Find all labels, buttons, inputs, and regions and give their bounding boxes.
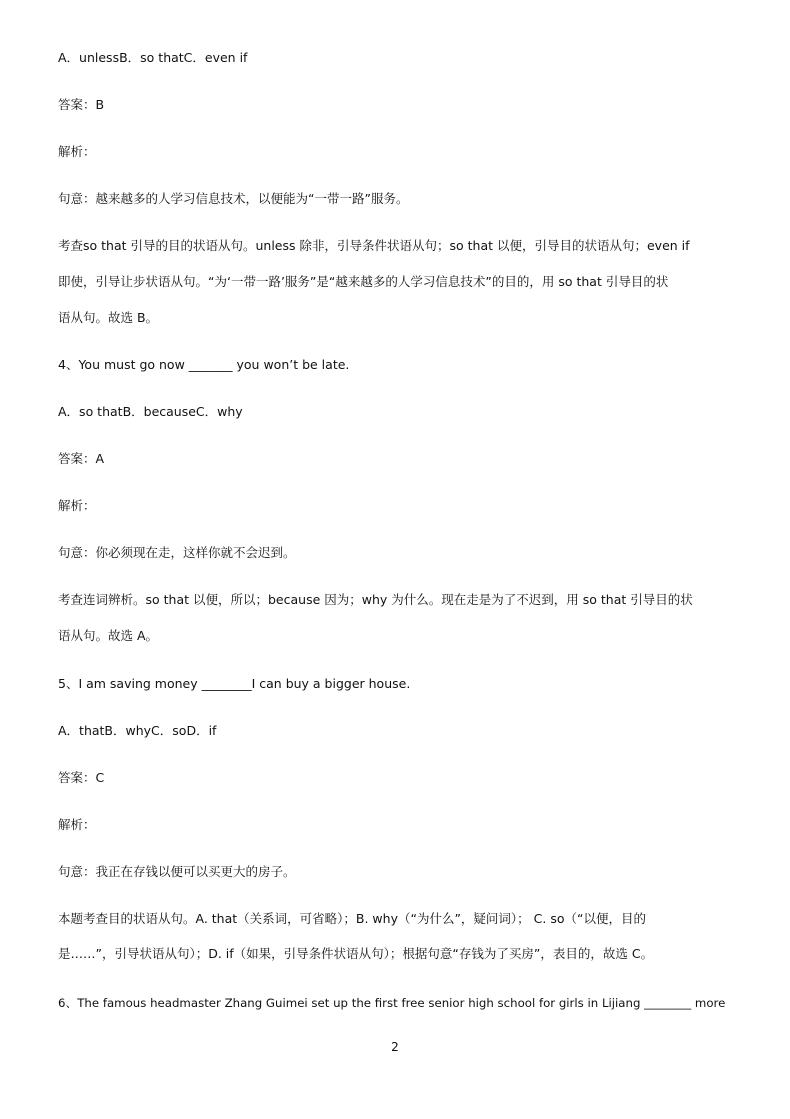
q3-options: A．unlessB．so thatC．even if xyxy=(58,50,248,65)
q3-meaning: 句意：越来越多的人学习信息技术，以便能为“一带一路”服务。 xyxy=(58,191,409,206)
q4-explanation-line-2: 语从句。故选 A。 xyxy=(58,628,159,643)
q3-explanation-line-3: 语从句。故选 B。 xyxy=(58,310,159,325)
q3-analysis-label: 解析： xyxy=(58,144,96,159)
q4-analysis-label: 解析： xyxy=(58,498,96,513)
q5-answer: 答案：C xyxy=(58,770,105,785)
page-number: 2 xyxy=(391,1040,399,1054)
q4-options: A．so thatB．becauseC．why xyxy=(58,404,243,419)
q4-question: 4、You must go now _______ you won’t be late. xyxy=(58,357,350,372)
q3-explanation-line-1: 考查so that 引导的目的状语从句。unless 除非，引导条件状语从句；so that 以便，引导目的状语从句；even if xyxy=(58,238,690,253)
q3-explanation-line-2: 即使，引导让步状语从句。“为‘一带一路’服务”是“越来越多的人学习信息技术”的目的，用 so that 引导目的状 xyxy=(58,274,669,289)
q5-meaning: 句意：我正在存钱以便可以买更大的房子。 xyxy=(58,864,296,879)
q4-answer: 答案：A xyxy=(58,451,105,466)
q3-answer: 答案：B xyxy=(58,97,105,112)
q5-analysis-label: 解析： xyxy=(58,817,96,832)
q6-question: 6、The famous headmaster Zhang Guimei set up the first free senior high school for girls in Lijiang ________ more xyxy=(58,996,726,1010)
q4-explanation-line-1: 考查连词辨析。so that 以便，所以；because 因为；why 为什么。现在走是为了不迟到，用 so that 引导目的状 xyxy=(58,592,693,607)
q5-question: 5、I am saving money ________I can buy a bigger house. xyxy=(58,676,411,691)
q5-explanation-line-1: 本题考查目的状语从句。A. that（关系词，可省略）；B. why（“为什么”，疑问词）； C. so（“以便，目的 xyxy=(58,911,646,926)
q4-meaning: 句意：你必须现在走，这样你就不会迟到。 xyxy=(58,545,296,560)
q5-options: A．thatB．whyC．soD．if xyxy=(58,723,217,738)
q5-explanation-line-2: 是……”，引导状语从句）；D. if（如果，引导条件状语从句）；根据句意“存钱为了买房”，表目的，故选 C。 xyxy=(58,946,654,961)
